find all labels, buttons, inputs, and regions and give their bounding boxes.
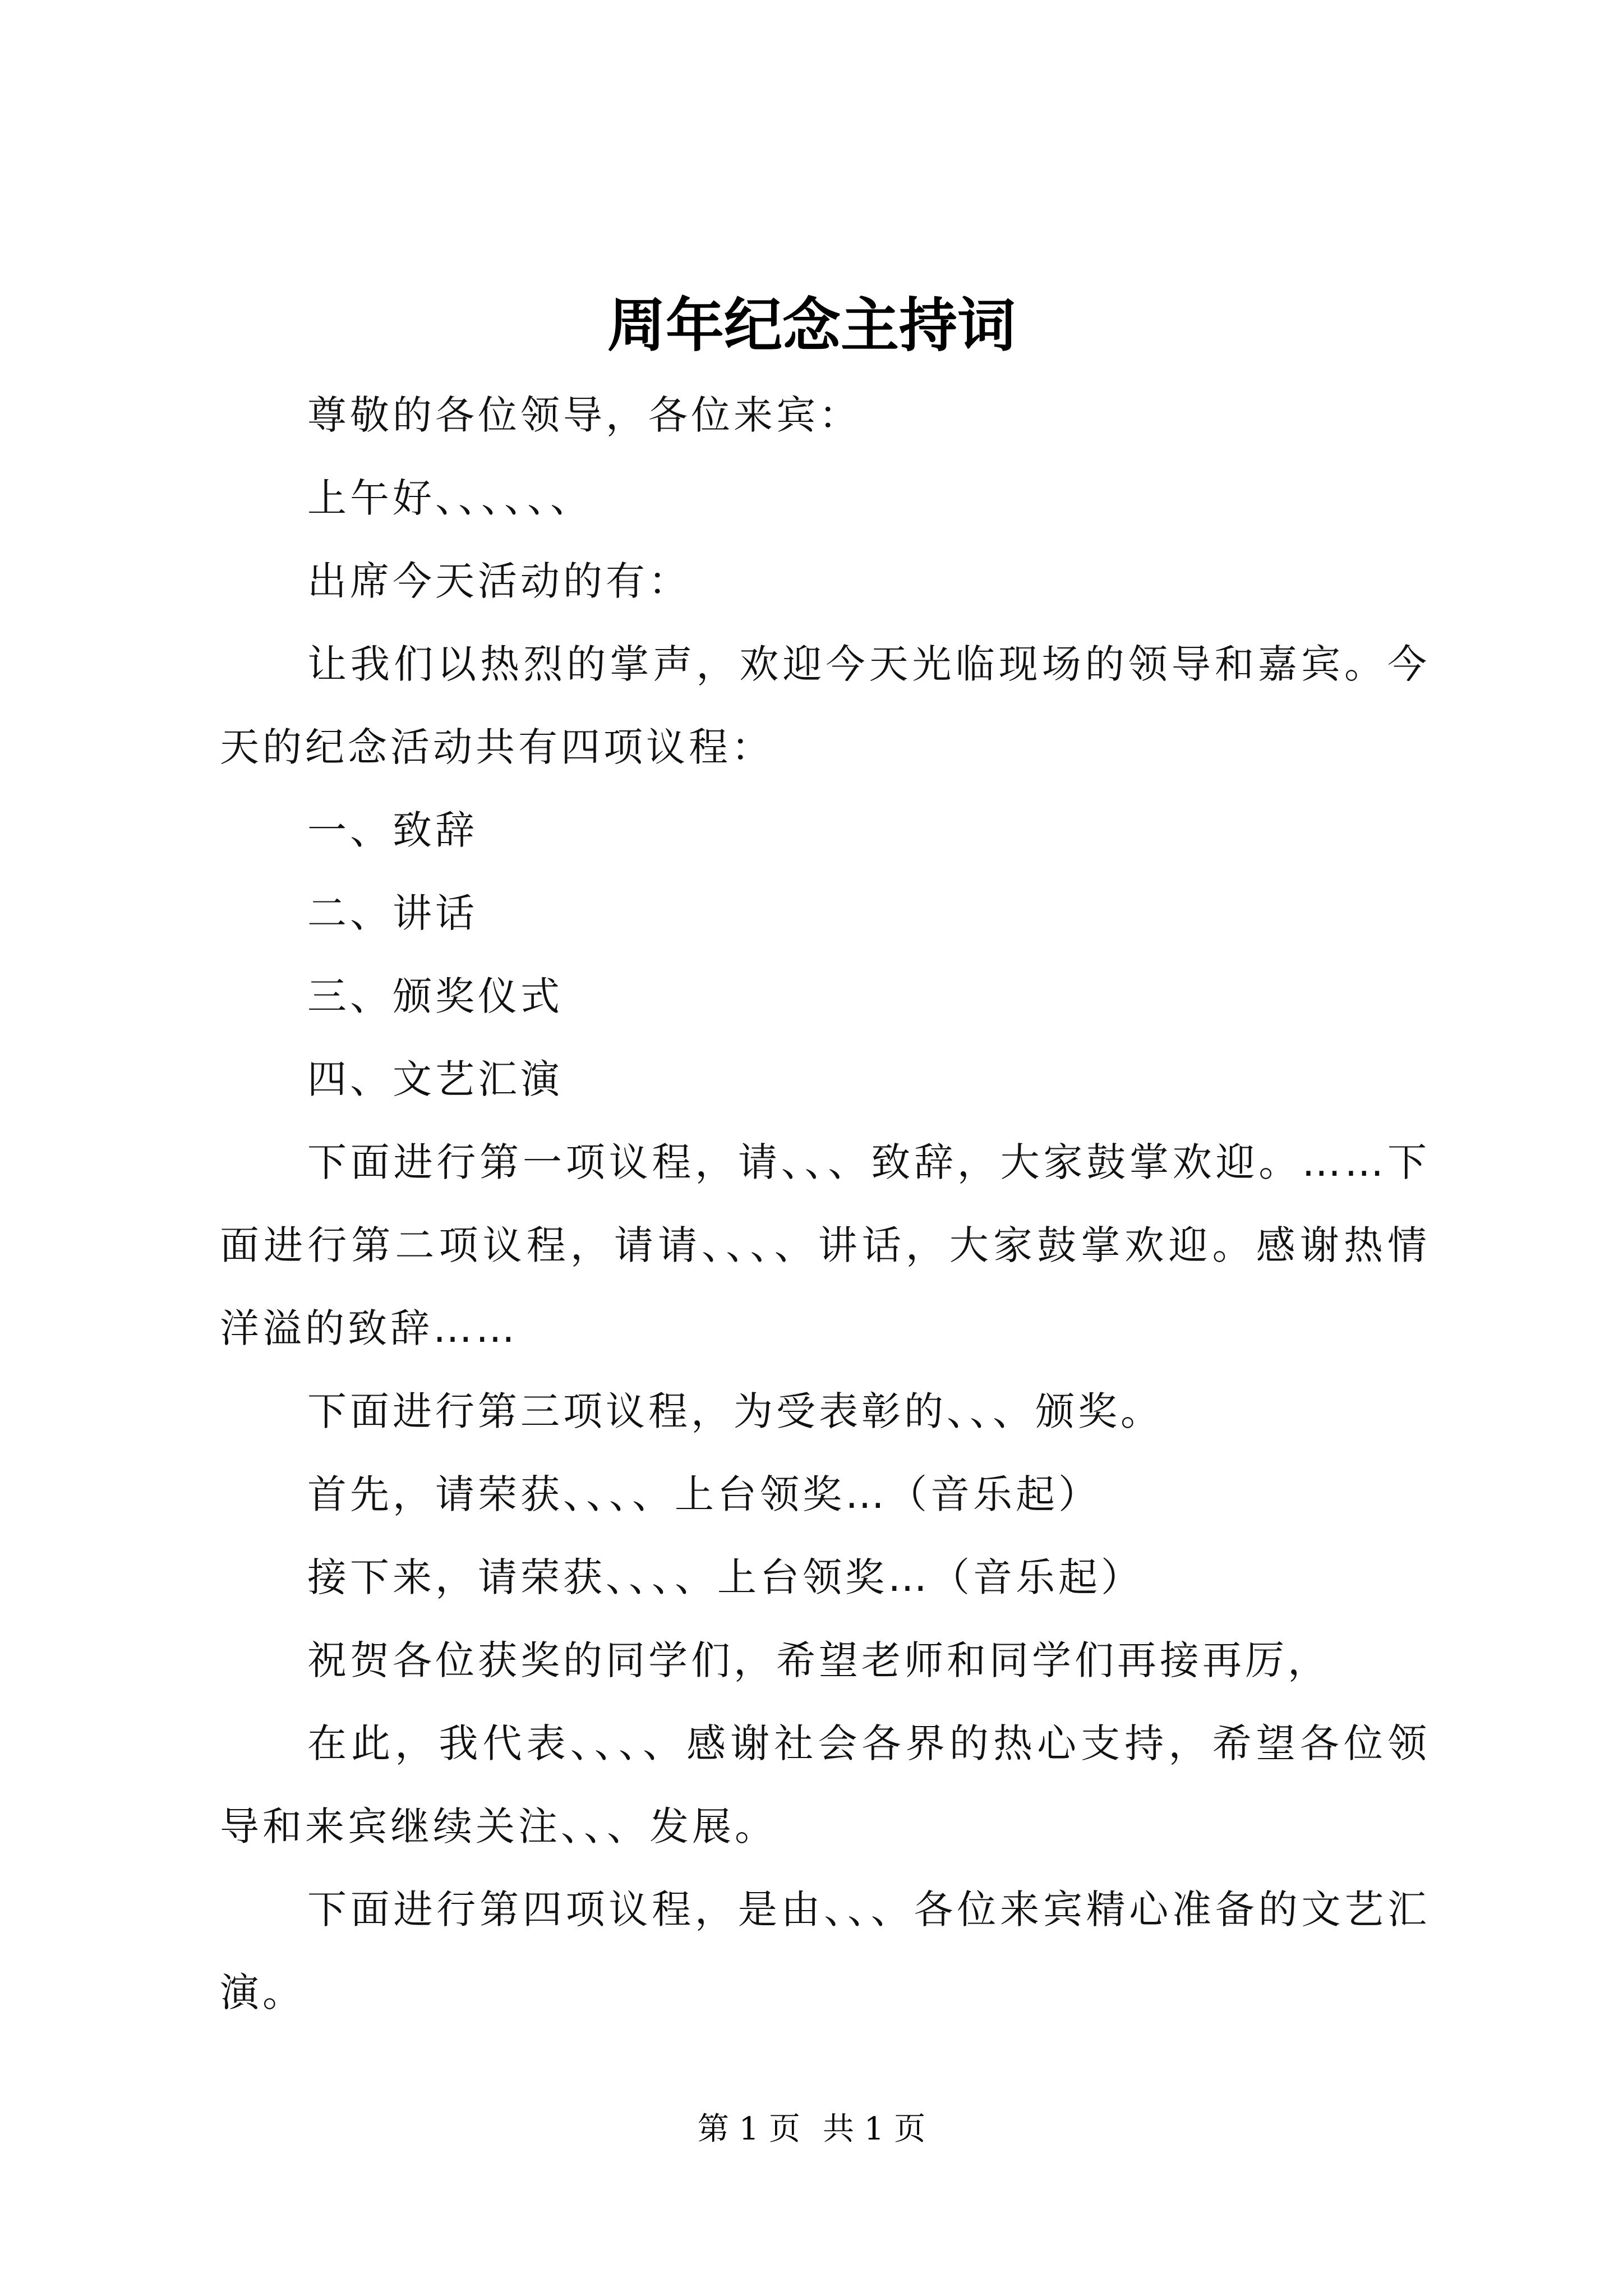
agenda-item-3: 三、颁奖仪式 — [307, 973, 563, 1019]
page-number: 第 1 页 — [697, 2111, 800, 2147]
agenda-item-2: 二、讲话 — [307, 890, 478, 936]
document-title: 周年纪念主持词 — [607, 291, 1016, 360]
paragraph-agenda-one-two: 下面进行第一项议程，请、、、致辞，大家鼓掌欢迎。……下面进行第二项议程，请请、、、、讲话，大家鼓掌欢迎。感谢热情洋溢的致辞…… — [220, 1139, 1430, 1351]
paragraph-attendees: 出席今天活动的有： — [307, 558, 691, 604]
paragraph-award-first: 首先，请荣获、、、、上台领奖…（音乐起） — [307, 1471, 1101, 1517]
paragraph-greeting: 尊敬的各位领导，各位来宾： — [307, 392, 861, 438]
paragraph-agenda-four: 下面进行第四项议程，是由、、、各位来宾精心准备的文艺汇演。 — [220, 1887, 1430, 2016]
paragraph-welcome: 让我们以热烈的掌声，欢迎今天光临现场的领导和嘉宾。今天的纪念活动共有四项议程： — [220, 641, 1430, 770]
paragraph-good-morning: 上午好、、、、、、 — [307, 475, 593, 521]
paragraph-thanks: 在此，我代表、、、、感谢社会各界的热心支持，希望各位领导和来宾继续关注、、、发展。 — [220, 1720, 1430, 1849]
page-total: 共 1 页 — [823, 2111, 926, 2147]
agenda-item-1: 一、致辞 — [307, 807, 478, 853]
agenda-item-4: 四、文艺汇演 — [307, 1056, 563, 1102]
paragraph-congratulations: 祝贺各位获奖的同学们，希望老师和同学们再接再厉， — [307, 1637, 1330, 1683]
document-body — [220, 374, 1430, 2034]
page-footer — [0, 2107, 1623, 2152]
paragraph-award-next: 接下来，请荣获、、、、上台领奖…（音乐起） — [307, 1554, 1144, 1600]
paragraph-agenda-three: 下面进行第三项议程，为受表彰的、、、颁奖。 — [307, 1388, 1163, 1434]
